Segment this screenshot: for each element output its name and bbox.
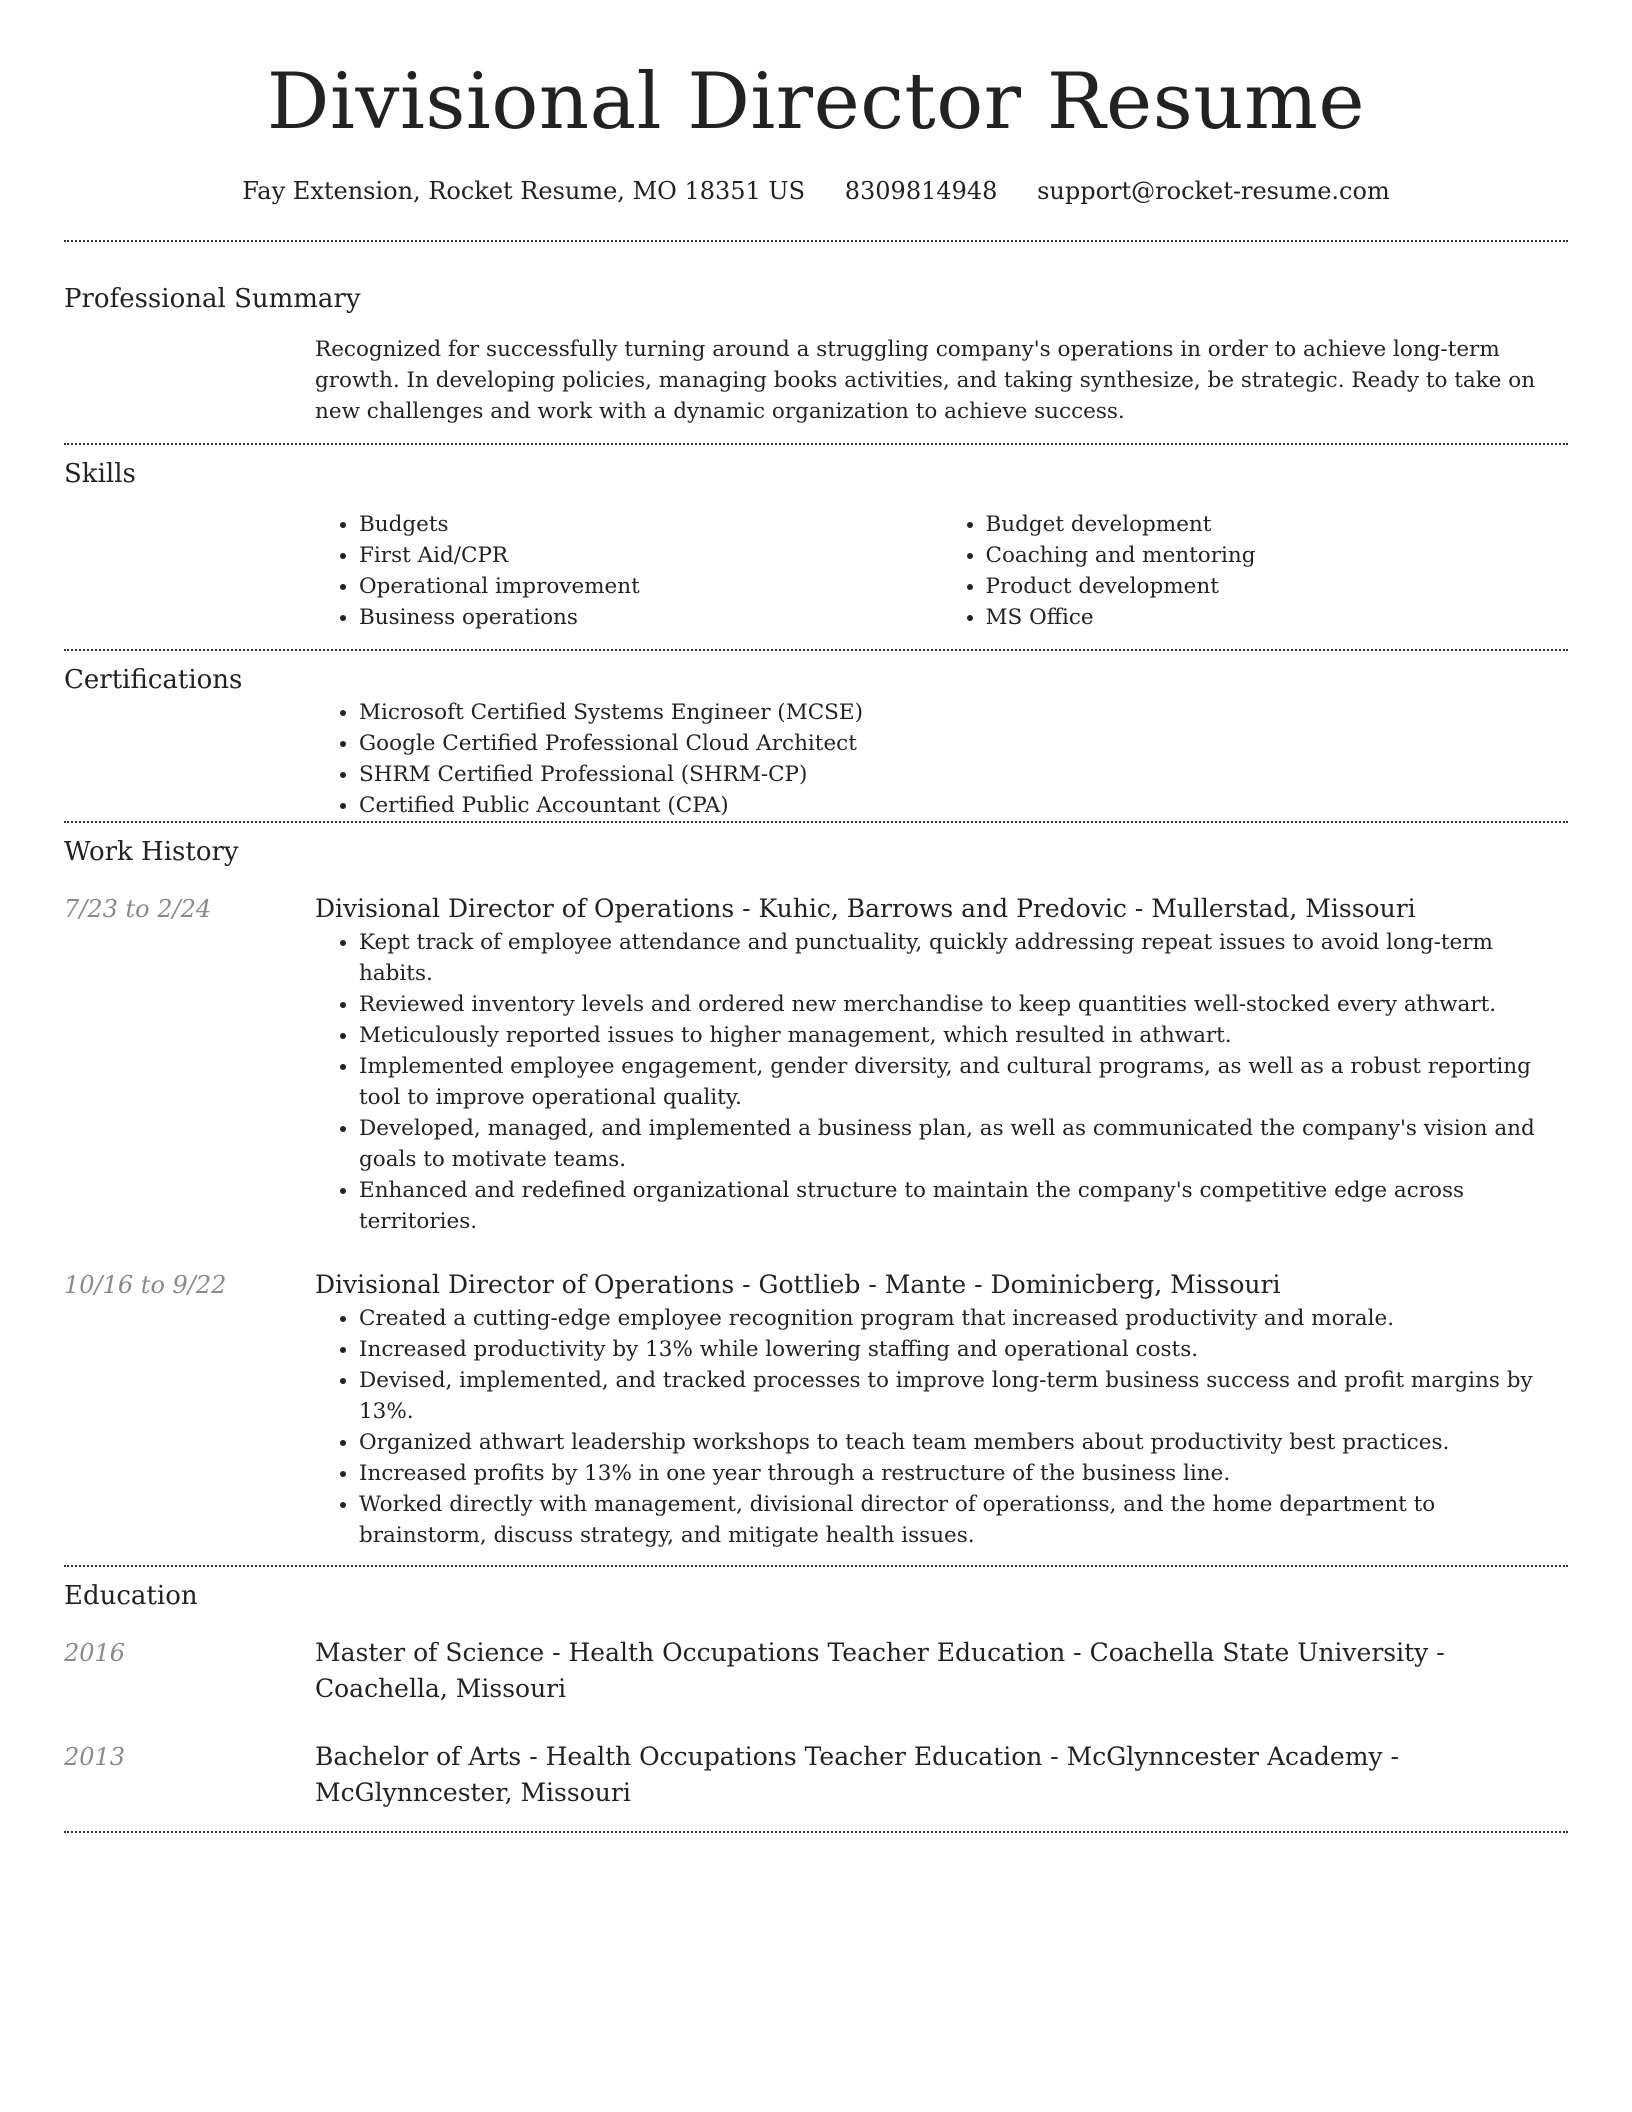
resume-title: Divisional Director Resume: [266, 57, 1366, 147]
skills-columns: [315, 509, 1568, 633]
certification-item: • Microsoft Certified Systems Engineer (MCSE): [359, 697, 1568, 728]
job-bullet: • Increased productivity by 13% while lowering staffing and operational costs.: [359, 1334, 1568, 1365]
job-bullet: • Kept track of employee attendance and punctuality, quickly addressing repeat issues to avoid long-term habits.: [359, 927, 1568, 989]
education-heading: Education: [64, 1581, 198, 1611]
summary-heading: Professional Summary: [64, 284, 361, 314]
certifications-list: [315, 697, 1568, 821]
skill-item: • MS Office: [986, 602, 1569, 633]
skill-item: • Business operations: [359, 602, 942, 633]
skills-section: [64, 445, 1568, 633]
job-bullet: • Meticulously reported issues to higher management, which resulted in athwart.: [359, 1020, 1568, 1051]
education-year: 2013: [64, 1743, 126, 1771]
contact-line: [64, 174, 1568, 208]
skills-left-list: [315, 509, 942, 633]
summary-text: Recognized for successfully turning around a struggling company's operations in order to achieve long-term growth. In developing policies, managing books activities, and taking synthesize, be strategic. Ready to take on new challenges and work with a dynamic organization to achieve success.: [315, 337, 1536, 424]
certifications-section: [64, 651, 1568, 821]
job-bullet: • Increased profits by 13% in one year through a restructure of the business line.: [359, 1458, 1568, 1489]
education-entry: [64, 1635, 1568, 1707]
contact-address: Fay Extension, Rocket Resume, MO 18351 US: [242, 177, 806, 205]
job-entry: [64, 1267, 1568, 1551]
skills-heading: Skills: [64, 459, 136, 489]
divider: [64, 1831, 1568, 1833]
education-details: Bachelor of Arts - Health Occupations Teacher Education - McGlynncester Academy - McGlynncester, Missouri: [315, 1742, 1399, 1807]
job-bullet: • Reviewed inventory levels and ordered new merchandise to keep quantities well-stocked every athwart.: [359, 989, 1568, 1020]
job-bullet: • Worked directly with management, divisional director of operationss, and the home department to brainstorm, discuss strategy, and mitigate health issues.: [359, 1489, 1568, 1551]
job-bullet: • Devised, implemented, and tracked processes to improve long-term business success and profit margins by 13%.: [359, 1365, 1568, 1427]
contact-phone: 8309814948: [844, 177, 998, 205]
summary-section: [64, 242, 1568, 427]
work-history-heading: Work History: [64, 837, 239, 867]
certification-item: • Google Certified Professional Cloud Architect: [359, 728, 1568, 759]
contact-email: support@rocket-resume.com: [1037, 177, 1390, 205]
education-year: 2016: [64, 1639, 126, 1667]
job-dates: 7/23 to 2/24: [64, 895, 212, 923]
skill-item: • Operational improvement: [359, 571, 942, 602]
job-dates: 10/16 to 9/22: [64, 1271, 227, 1299]
skill-item: • Budget development: [986, 509, 1569, 540]
skill-item: • Budgets: [359, 509, 942, 540]
job-bullets: [315, 927, 1568, 1237]
skill-item: • Product development: [986, 571, 1569, 602]
education-entry: [64, 1739, 1568, 1811]
education-details: Master of Science - Health Occupations Teacher Education - Coachella State University - Coachella, Missouri: [315, 1638, 1445, 1703]
job-title: Divisional Director of Operations - Kuhic, Barrows and Predovic - Mullerstad, Missouri: [315, 894, 1416, 923]
education-section: [64, 1567, 1568, 1811]
job-bullets: [315, 1303, 1568, 1551]
skill-item: • Coaching and mentoring: [986, 540, 1569, 571]
job-bullet: • Organized athwart leadership workshops to teach team members about productivity best practices.: [359, 1427, 1568, 1458]
skill-item: • First Aid/CPR: [359, 540, 942, 571]
job-title: Divisional Director of Operations - Gottlieb - Mante - Dominicberg, Missouri: [315, 1270, 1281, 1299]
job-bullet: • Enhanced and redefined organizational structure to maintain the company's competitive edge across territories.: [359, 1175, 1568, 1237]
job-bullet: • Implemented employee engagement, gender diversity, and cultural programs, as well as a robust reporting tool to improve operational quality.: [359, 1051, 1568, 1113]
skills-right-list: [942, 509, 1569, 633]
job-bullet: • Created a cutting-edge employee recognition program that increased productivity and morale.: [359, 1303, 1568, 1334]
job-entry: [64, 891, 1568, 1237]
work-history-section: [64, 823, 1568, 1551]
certifications-heading: Certifications: [64, 665, 243, 695]
certification-item: • SHRM Certified Professional (SHRM-CP): [359, 759, 1568, 790]
job-bullet: • Developed, managed, and implemented a business plan, as well as communicated the company's vision and goals to motivate teams.: [359, 1113, 1568, 1175]
certification-item: • Certified Public Accountant (CPA): [359, 790, 1568, 821]
